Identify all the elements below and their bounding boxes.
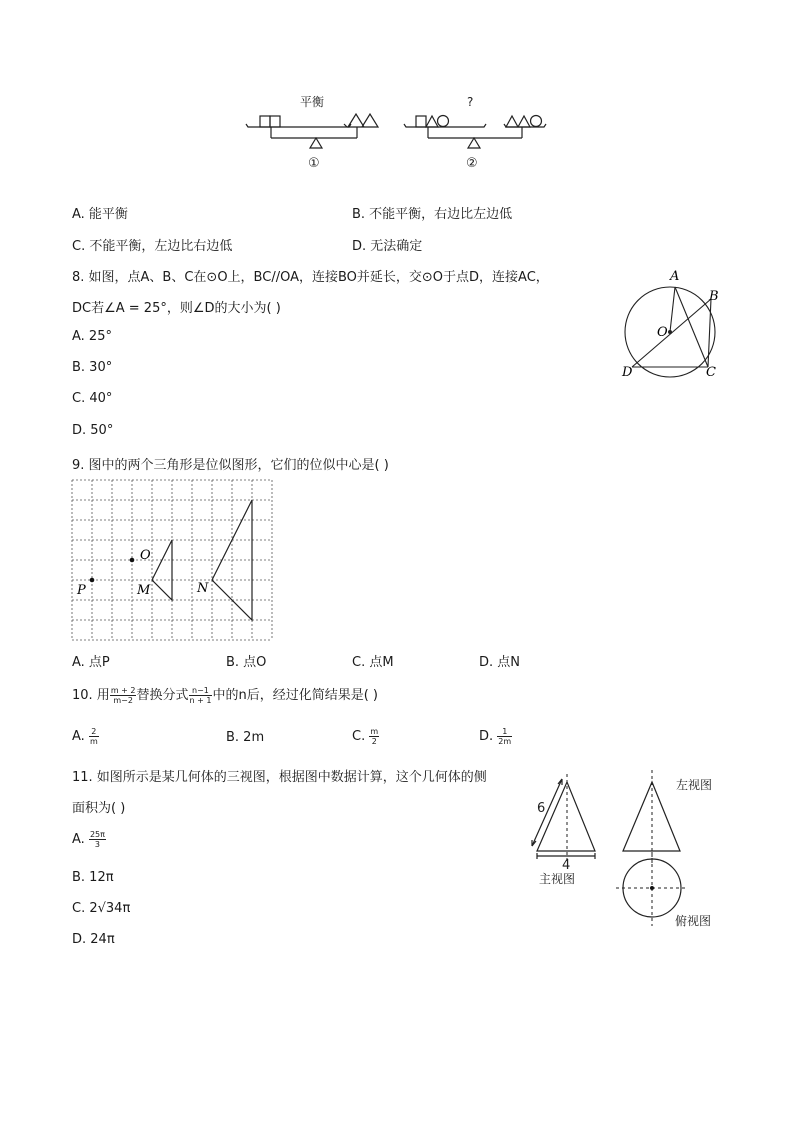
balance-num-1: ① <box>308 156 320 170</box>
q10-option-c-den: 2 <box>371 737 377 746</box>
q11-option-a-label: A. <box>72 832 85 847</box>
q10-option-a-den: m <box>89 737 98 746</box>
q8-circle-figure <box>612 265 732 383</box>
q10-frac2-den: n + 1 <box>189 696 212 705</box>
q11-fig-label-front-view: 主视图 <box>539 872 576 886</box>
q10-option-c-label: C. <box>352 729 366 744</box>
q11-stem-line2: 面积为( ) <box>72 801 126 816</box>
q9-option-d[interactable]: D. 点N <box>479 655 520 670</box>
q11-fig-label-top-view: 俯视图 <box>675 914 712 928</box>
q9-fig-label-o: O <box>140 548 151 563</box>
q11-option-b[interactable]: B. 12π <box>72 870 114 885</box>
q9-grid-figure <box>71 479 273 641</box>
q10-option-a[interactable] <box>72 724 99 750</box>
q9-fig-label-n: N <box>197 581 209 596</box>
q8-fig-label-b: B <box>709 289 719 304</box>
q8-fig-label-o: O <box>657 325 668 340</box>
q10-frac1-den: m−2 <box>113 696 133 705</box>
q10-fraction-1 <box>110 686 137 705</box>
q9-option-a[interactable]: A. 点P <box>72 655 110 670</box>
q9-fig-label-m: M <box>137 583 151 598</box>
q11-stem-line1: 11. 如图所示是某几何体的三视图，根据图中数据计算，这个几何体的侧 <box>72 770 487 785</box>
q8-fig-label-d: D <box>622 365 633 380</box>
balance-1 <box>246 114 378 148</box>
q10-option-c[interactable] <box>352 724 379 750</box>
q10-option-b[interactable]: B. 2m <box>226 730 265 745</box>
q8-option-a[interactable]: A. 25° <box>72 329 112 344</box>
q11-fig-label-slant: 6 <box>537 801 546 816</box>
q7-option-b[interactable]: B. 不能平衡，右边比左边低 <box>352 207 513 222</box>
q10-option-d[interactable] <box>479 724 512 750</box>
q11-option-a-num: 25π <box>89 830 105 839</box>
q10-option-a-label: A. <box>72 729 85 744</box>
q10-suffix: 中的n后，经过化简结果是( ) <box>212 688 378 703</box>
q10-stem <box>72 682 378 710</box>
q10-mid: 替换分式 <box>136 688 189 703</box>
q11-three-views-figure <box>524 766 724 931</box>
q9-fig-label-p: P <box>77 583 86 598</box>
q9-stem: 9. 图中的两个三角形是位似图形，它们的位似中心是( ) <box>72 458 389 473</box>
q8-stem-line2: DC若∠A = 25°，则∠D的大小为( ) <box>72 301 281 316</box>
q10-fraction-2 <box>189 686 213 705</box>
q7-option-a[interactable]: A. 能平衡 <box>72 207 128 222</box>
balance-2 <box>404 116 546 149</box>
q9-option-c[interactable]: C. 点M <box>352 655 394 670</box>
q10-option-a-num: 2 <box>89 727 99 737</box>
q11-option-a-den: 3 <box>94 840 100 849</box>
q8-fig-label-a: A <box>670 269 680 284</box>
q10-frac2-num: n−1 <box>189 686 213 696</box>
q8-fig-label-c: C <box>706 365 716 380</box>
q10-option-c-num: m <box>370 727 379 736</box>
balance-figure <box>236 90 566 170</box>
q7-option-d[interactable]: D. 无法确定 <box>352 239 423 254</box>
q11-fig-label-base: 4 <box>562 858 571 873</box>
q10-frac1-num: m + 2 <box>110 686 136 695</box>
q11-option-c[interactable]: C. 2√34π <box>72 901 131 916</box>
q11-fig-label-left-view: 左视图 <box>676 778 713 792</box>
q9-option-b[interactable]: B. 点O <box>226 655 267 670</box>
balance-label-unknown: ? <box>467 95 474 109</box>
balance-num-2: ② <box>466 156 478 170</box>
q11-option-d[interactable]: D. 24π <box>72 932 115 947</box>
q8-option-b[interactable]: B. 30° <box>72 360 113 375</box>
q10-prefix: 10. 用 <box>72 688 110 703</box>
q8-option-c[interactable]: C. 40° <box>72 391 113 406</box>
q10-option-d-den: 2m <box>498 737 512 746</box>
q10-option-d-num: 1 <box>497 727 512 737</box>
q8-option-d[interactable]: D. 50° <box>72 423 114 438</box>
q10-option-d-label: D. <box>479 729 494 744</box>
q8-stem-line1: 8. 如图，点A、B、C在⊙O上，BC//OA，连接BO并延长，交⊙O于点D，连接AC， <box>72 270 549 285</box>
q11-option-a[interactable] <box>72 826 106 854</box>
q7-option-c[interactable]: C. 不能平衡，左边比右边低 <box>72 239 233 254</box>
balance-label-balanced: 平衡 <box>300 95 325 109</box>
